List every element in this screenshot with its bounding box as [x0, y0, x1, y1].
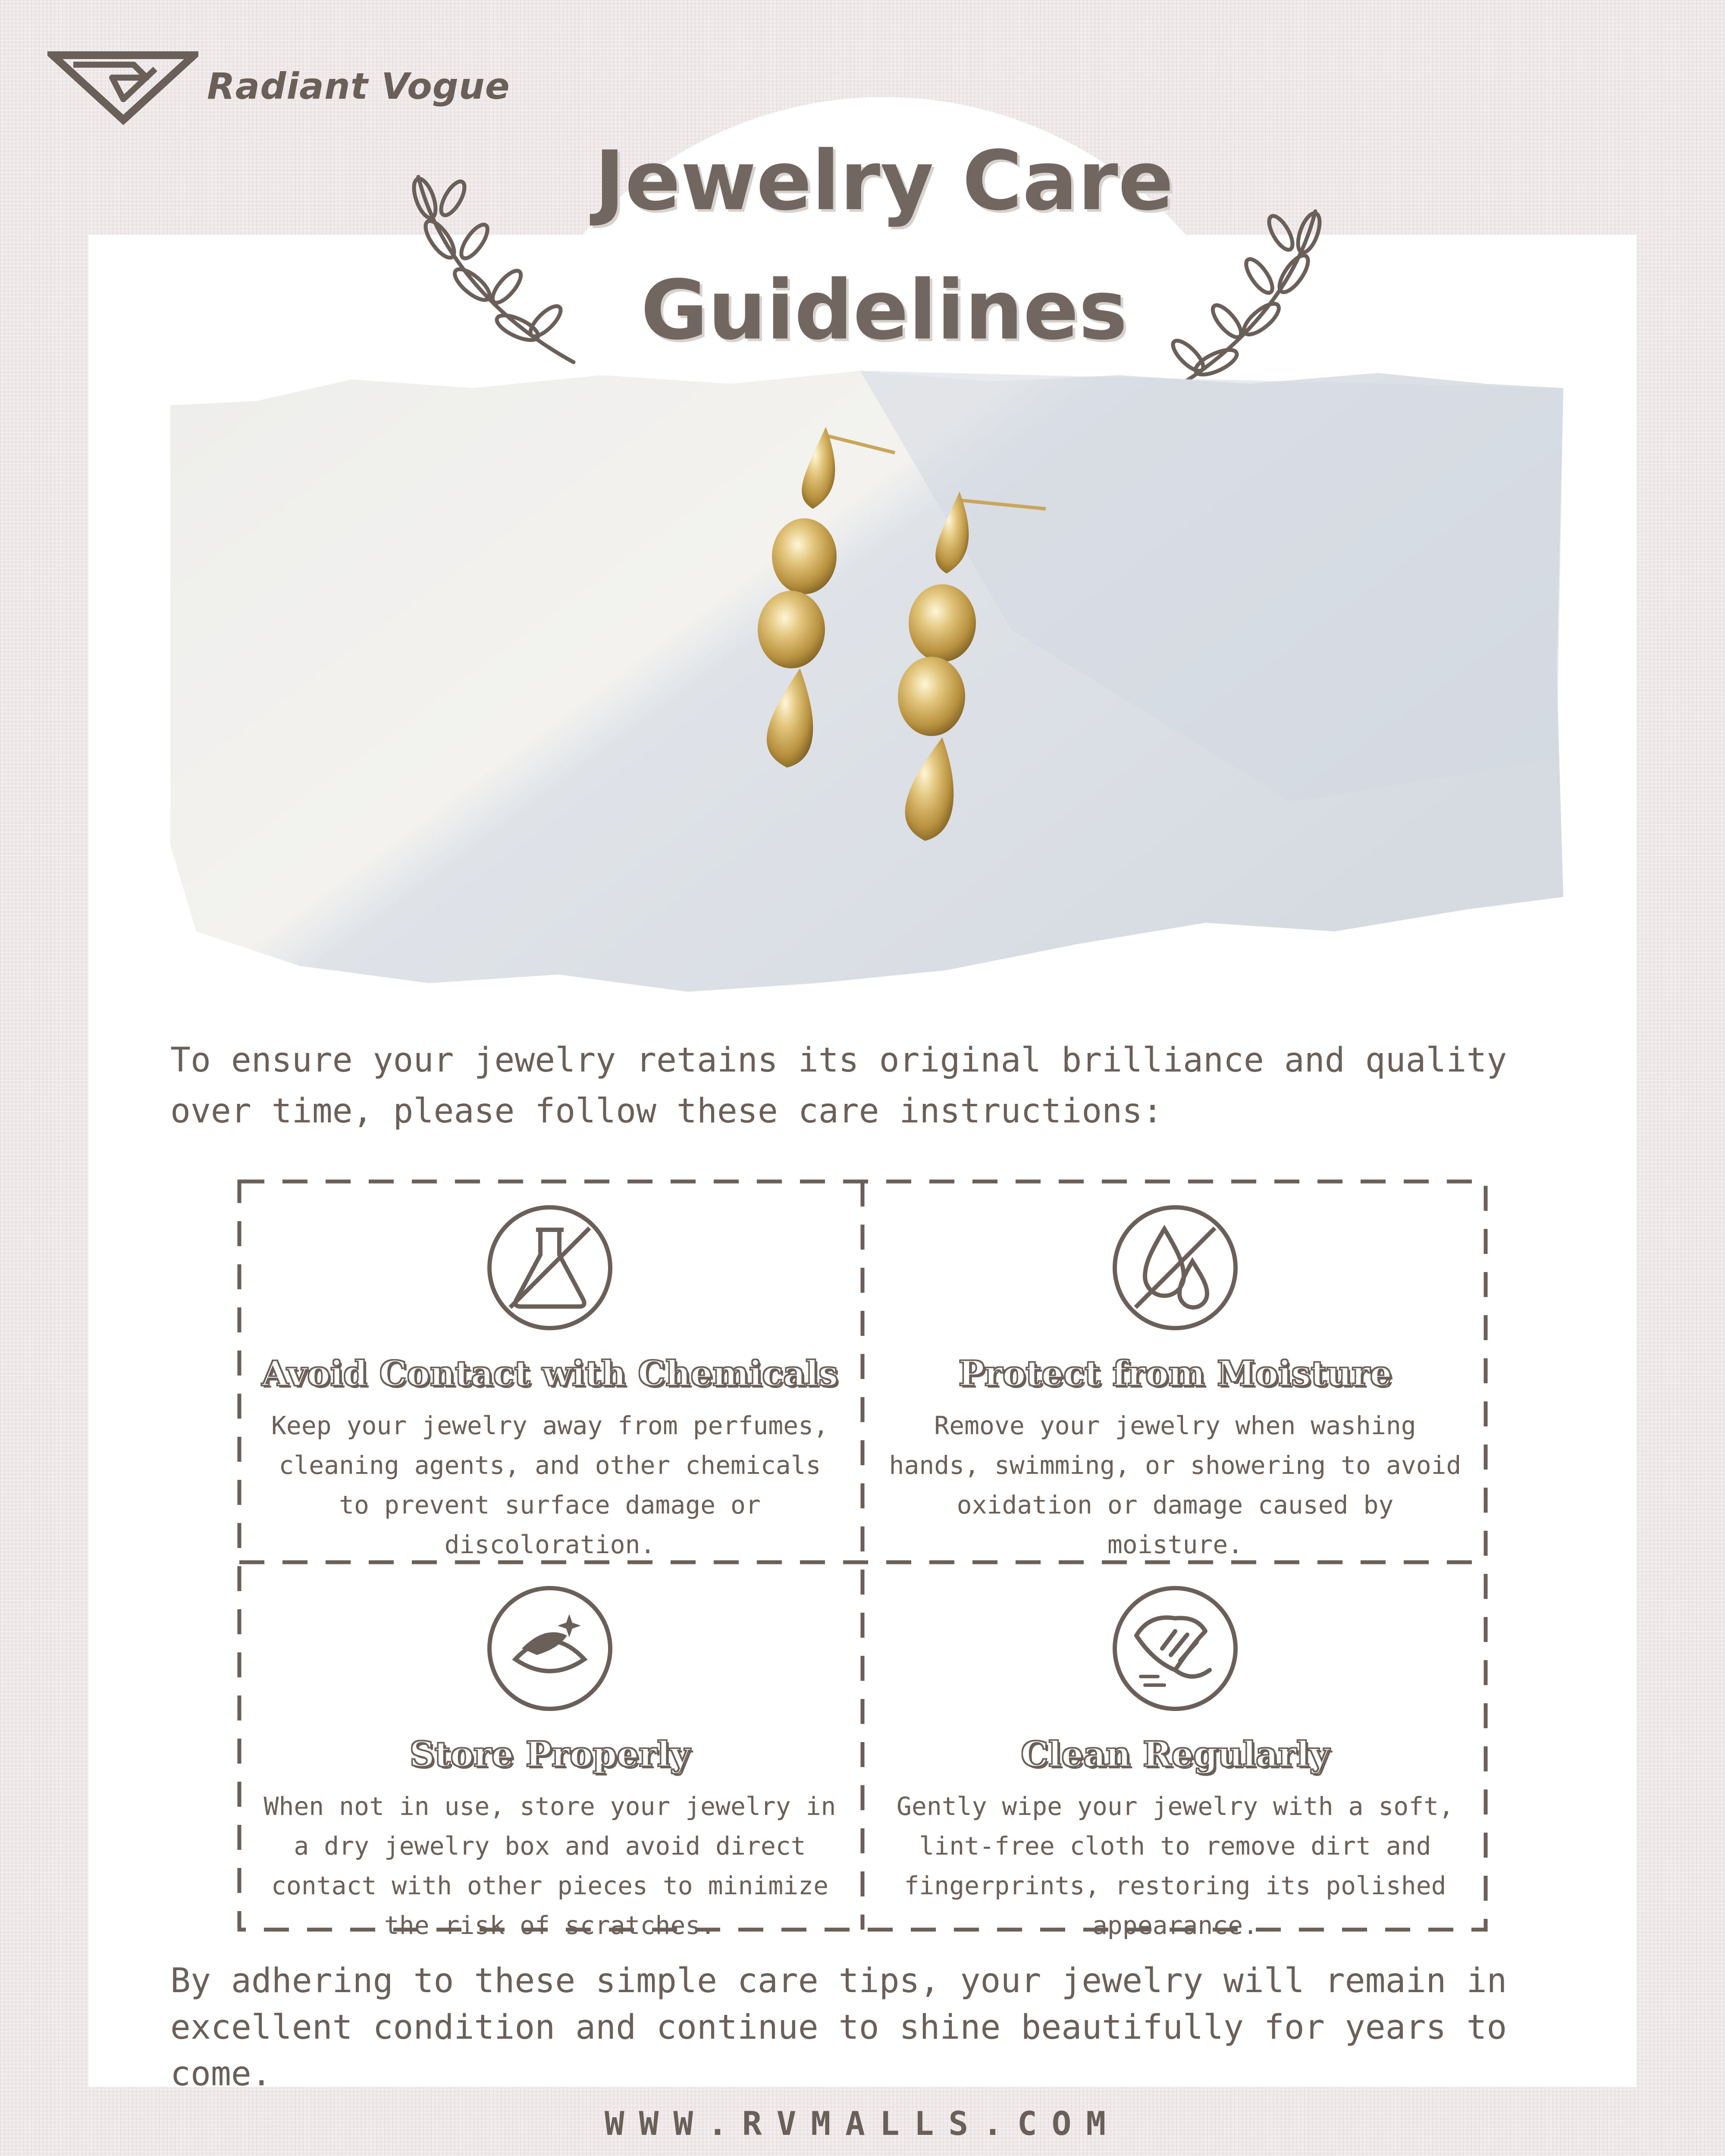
page-title: [474, 116, 1294, 375]
title-line-2: Guidelines: [640, 263, 1128, 358]
care-tips-grid: [237, 1179, 1488, 1940]
no-chemicals-flask-icon: [485, 1203, 615, 1332]
tip-text-storage: When not in use, store your jewelry in a dry jewelry box and avoid direct contact with other pieces to minimize the risk of scratches.: [263, 1792, 836, 1940]
tip-title-chemicals: Avoid Contact with Chemicals: [261, 1353, 838, 1394]
tip-text-chemicals: Keep your jewelry away from perfumes, cleaning agents, and other chemicals to prevent surface damage or discoloration.: [271, 1411, 828, 1559]
earrings-photo: [170, 371, 1563, 992]
tip-card-cleaning: [862, 1562, 1488, 1938]
tip-title-moisture: Protect from Moisture: [958, 1353, 1392, 1394]
tip-card-moisture: [862, 1179, 1488, 1559]
brand: [47, 47, 510, 125]
tip-title-storage: Store Properly: [409, 1734, 690, 1774]
no-water-drops-icon: [1110, 1203, 1240, 1332]
outro-text: By adhering to these simple care tips, your jewelry will remain in excellent condition and continue to shine beautifully for years to come.: [170, 1962, 1507, 2093]
tip-text-moisture: Remove your jewelry when washing hands, swimming, or showering to avoid oxidation or damage caused by moisture.: [889, 1411, 1462, 1559]
tip-card-chemicals: [237, 1179, 862, 1559]
hand-wiping-cloth-icon: [1110, 1584, 1240, 1713]
brand-name: Radiant Vogue: [207, 65, 510, 107]
jewelry-box-icon: [485, 1584, 615, 1713]
tip-title-cleaning: Clean Regularly: [1021, 1734, 1330, 1774]
tip-card-storage: [237, 1562, 862, 1938]
website-url[interactable]: WWW.RVMALLS.COM: [604, 2104, 1121, 2143]
title-line-1: Jewelry Care: [594, 133, 1174, 229]
intro-text: To ensure your jewelry retains its original brilliance and quality over time, please follow these care instructions:: [170, 1041, 1507, 1131]
tip-text-cleaning: Gently wipe your jewelry with a soft, lint-free cloth to remove dirt and fingerprints, restoring its polished appearance.: [896, 1792, 1454, 1940]
rv-triangle-logo-icon: [47, 47, 198, 125]
